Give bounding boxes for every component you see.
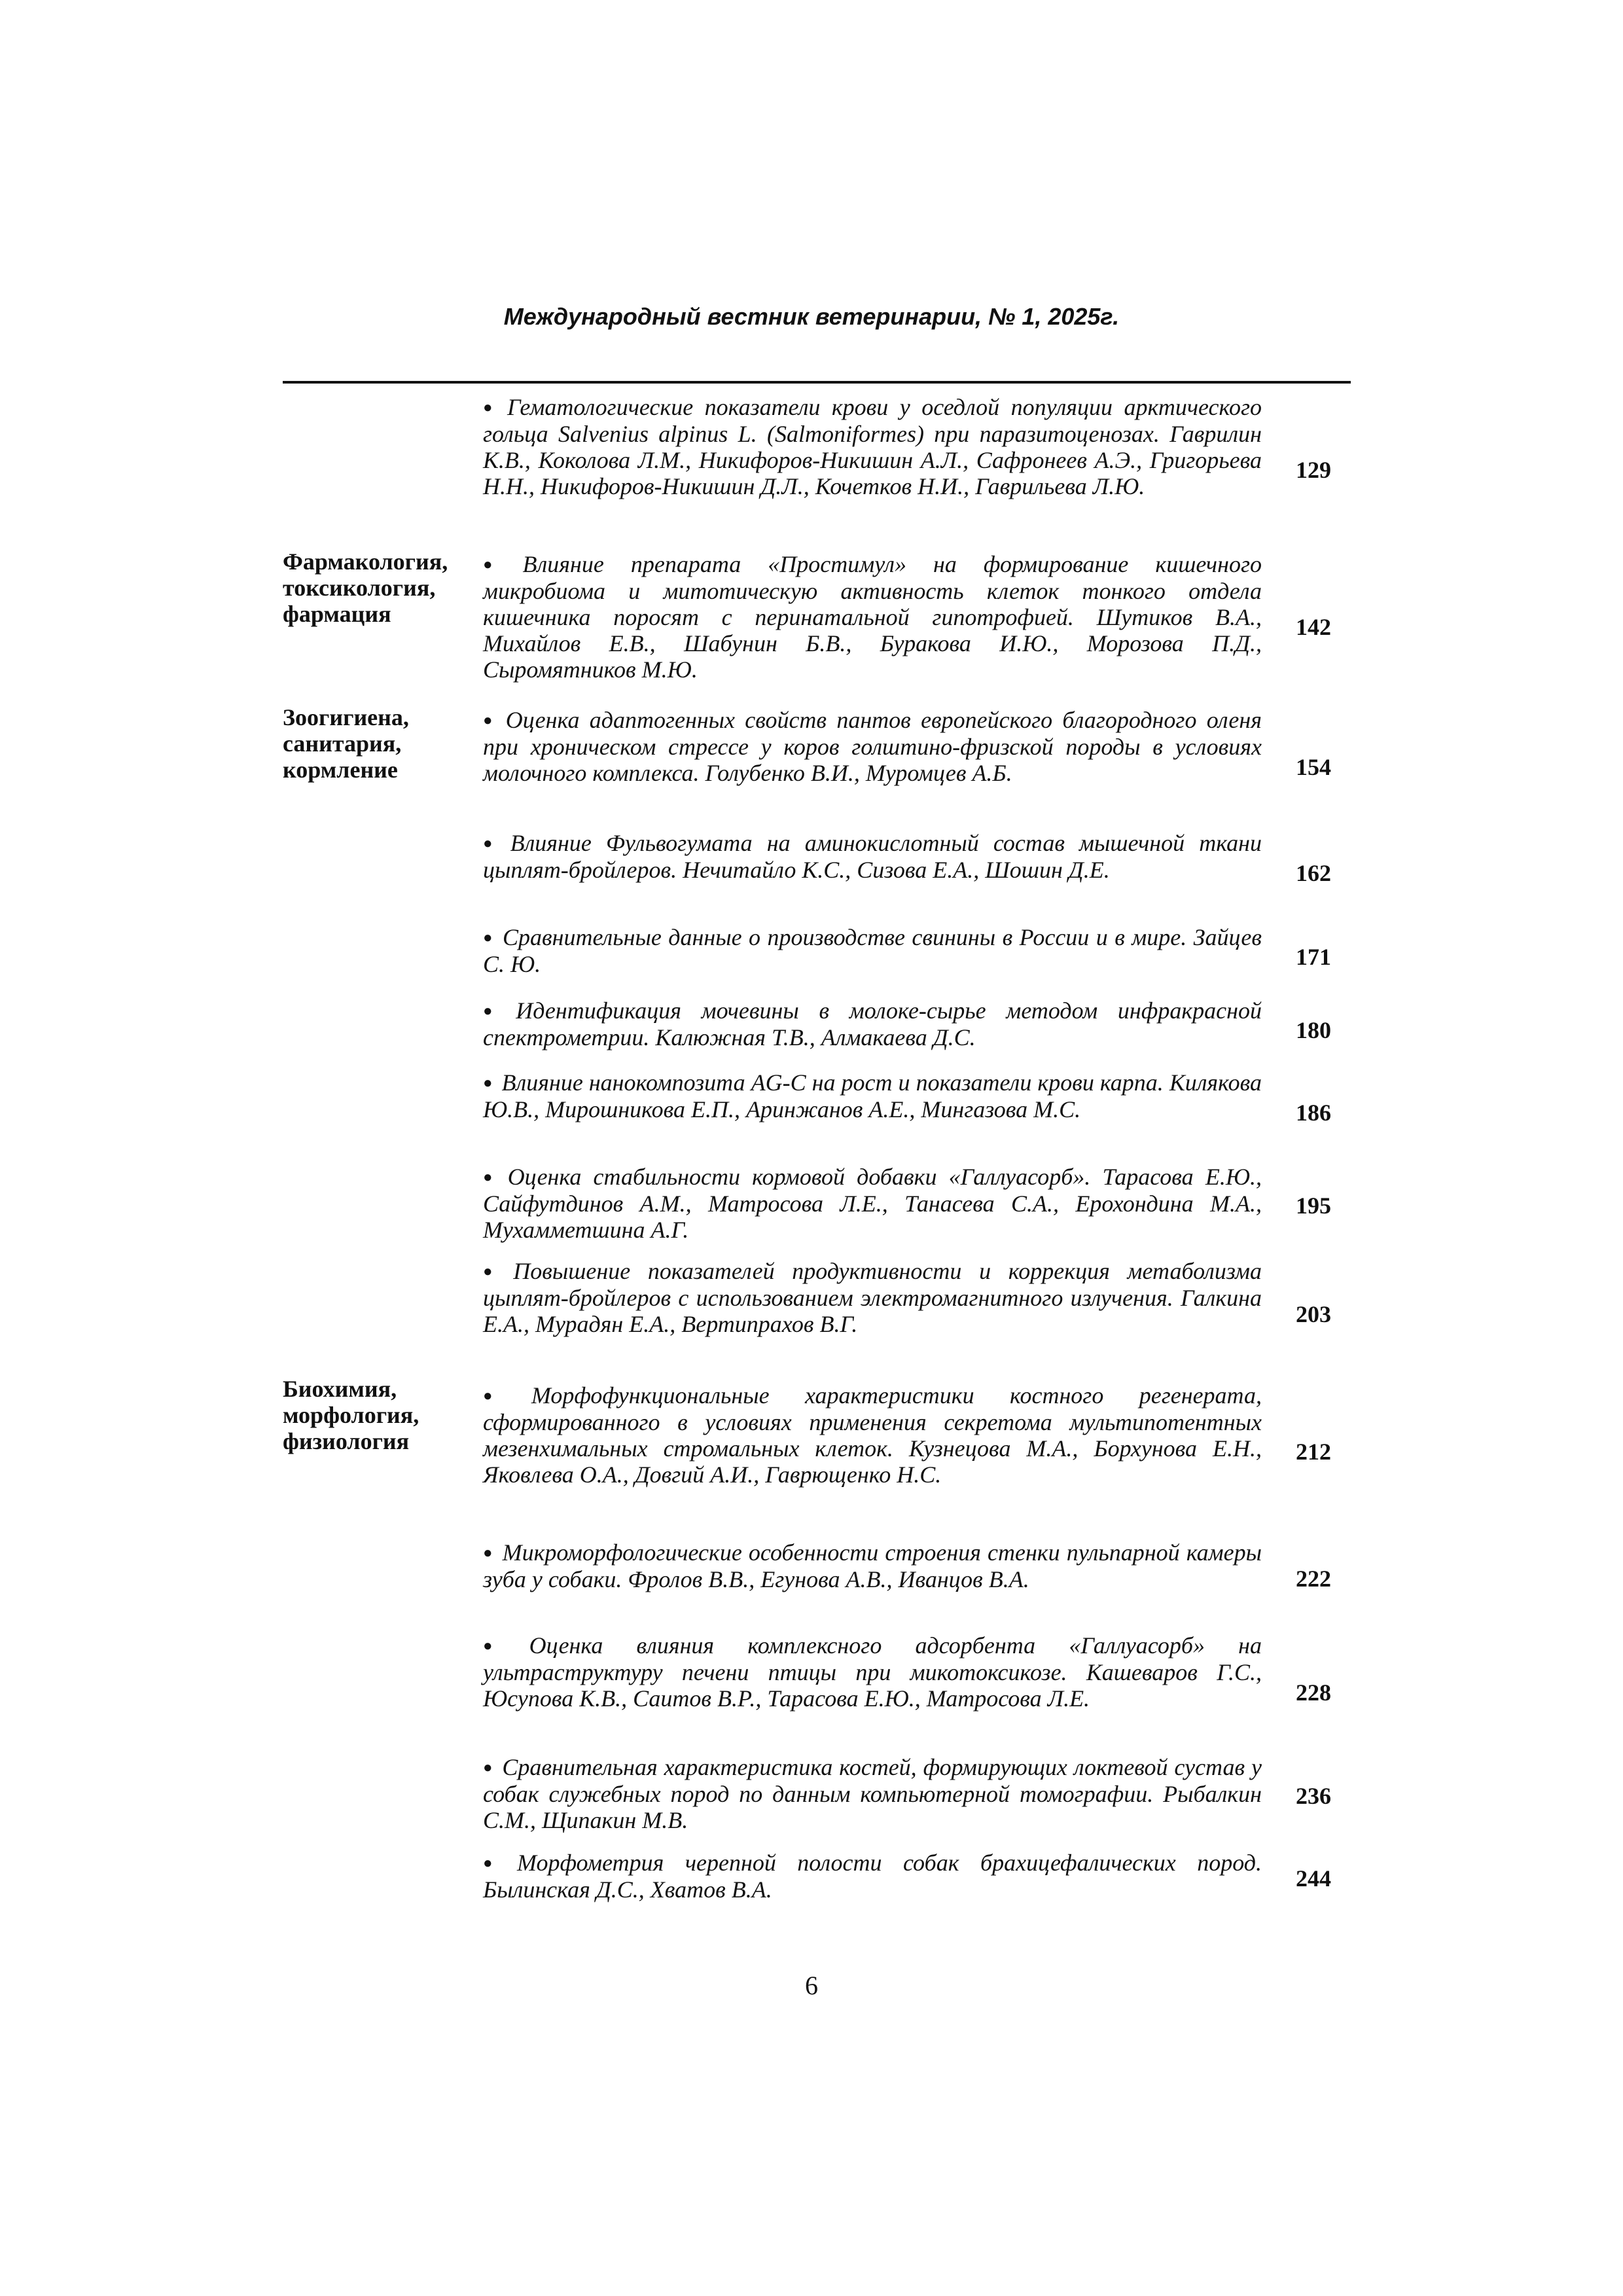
toc-entry: [483, 1382, 1262, 1488]
toc-entry: [483, 1164, 1262, 1243]
bullet-icon: ●: [483, 399, 498, 416]
toc-entry: [483, 1754, 1262, 1833]
toc-entry: [483, 830, 1262, 883]
bullet-icon: ●: [483, 1759, 493, 1776]
bullet-icon: ●: [483, 712, 497, 729]
section-label-pharmacology: Фармакология, токсикология, фармация: [283, 548, 448, 627]
toc-entry: [483, 394, 1262, 499]
bullet-icon: ●: [483, 835, 501, 852]
toc-entry-text: [483, 997, 1262, 1050]
toc-entry-title: Сравнительные данные о производстве свинины в России и в мире. Зайцев С. Ю.: [483, 924, 1262, 977]
toc-entry-page: 222: [1296, 1566, 1331, 1592]
toc-entry: [483, 707, 1262, 786]
toc-entry-title: Влияние Фульвогумата на аминокислотный состав мышечной ткани цыплят-бройлеров. Нечитайло К.С., Сизова Е.А., Шошин Д.Е.: [483, 830, 1262, 883]
toc-entry-text: [483, 394, 1262, 499]
toc-entry: [483, 551, 1262, 683]
toc-entry-text: [483, 830, 1262, 883]
toc-entry-page: 142: [1296, 614, 1331, 640]
toc-entry-text: [483, 924, 1262, 977]
toc-entry-page: 236: [1296, 1783, 1331, 1809]
toc-entry-page: 162: [1296, 860, 1331, 886]
toc-entry: [483, 997, 1262, 1050]
toc-entry: [483, 924, 1262, 977]
toc-entry-text: [483, 1539, 1262, 1592]
section-label-biochemistry: Биохимия, морфология, физиология: [283, 1376, 419, 1454]
toc-entry-text: [483, 1258, 1262, 1337]
toc-entry-title: Микроморфологические особенности строения стенки пульпарной камеры зуба у собаки. Фролов В.В., Егунова А.В., Иванцов В.А.: [483, 1539, 1262, 1592]
toc-entry-text: [483, 1754, 1262, 1833]
toc-entry-text: [483, 707, 1262, 786]
toc-entry-page: 212: [1296, 1439, 1331, 1465]
bullet-icon: ●: [483, 1545, 493, 1562]
toc-entry-page: 129: [1296, 457, 1331, 483]
toc-entry-page: 180: [1296, 1017, 1331, 1043]
toc-entry-page: 203: [1296, 1301, 1331, 1327]
toc-entry-title: Оценка адаптогенных свойств пантов европейского благородного оленя при хроническом стрессе у коров голштино-фризской породы в условиях молочного комплекса. Голубенко В.И., Муромцев А.Б.: [483, 707, 1262, 786]
bullet-icon: ●: [483, 1388, 522, 1405]
bullet-icon: ●: [483, 929, 493, 946]
toc-entry-title: Идентификация мочевины в молоке-сырье методом инфракрасной спектрометрии. Калюжная Т.В., Алмакаева Д.С.: [483, 997, 1262, 1050]
header-rule: [283, 381, 1351, 384]
bullet-icon: ●: [483, 1003, 507, 1020]
toc-entry-title: Морфофункциональные характеристики костного регенерата, сформированного в условиях применения секретома мультипотентных мезенхимальных стромальных клеток. Кузнецова М.А., Борхунова Е.Н., Яковлева О.А., Довгий А.И., Гаврющенко Н.С.: [483, 1382, 1262, 1488]
journal-header: Международный вестник ветеринарии, № 1, 2025г.: [503, 303, 1120, 330]
toc-entry-title: Влияние препарата «Простимул» на формирование кишечного микробиома и митотическую активность клеток тонкого отдела кишечника поросят с перинатальной гипотрофией. Шутиков В.А., Михайлов Е.В., Шабунин Б.В., Буракова И.Ю., Морозова П.Д., Сыромятников М.Ю.: [483, 551, 1262, 683]
toc-entry-page: 195: [1296, 1193, 1331, 1219]
toc-entry-text: [483, 1850, 1262, 1903]
toc-entry-page: 186: [1296, 1100, 1331, 1126]
toc-entry-text: [483, 1069, 1262, 1122]
toc-entry-text: [483, 1382, 1262, 1488]
section-label-zoohygiene: Зоогигиена, санитария, кормление: [283, 704, 409, 783]
toc-entry-title: Гематологические показатели крови у оседлой популяции арктического гольца Salvenius alpinus L. (Salmoniformes) при паразитоценозах. Гаврилин К.В., Коколова Л.М., Никифоров-Никишин А.Л., Сафронеев А.Э., Григорьева Н.Н., Никифоров-Никишин Д.Л., Кочетков Н.И., Гаврильева Л.Ю.: [483, 394, 1262, 499]
toc-entry-text: [483, 1632, 1262, 1712]
toc-entry-title: Влияние нанокомпозита AG-C на рост и показатели крови карпа. Килякова Ю.В., Мирошникова Е.П., Аринжанов А.Е., Мингазова М.С.: [483, 1069, 1262, 1122]
toc-entry: [483, 1258, 1262, 1337]
bullet-icon: ●: [483, 1169, 499, 1186]
toc-entry-title: Оценка влияния комплексного адсорбента «Галлуасорб» на ультраструктуру печени птицы при микотоксикозе. Кашеваров Г.С., Юсупова К.В., Саитов В.Р., Тарасова Е.Ю., Матросова Л.Е.: [483, 1632, 1262, 1712]
toc-entry-page: 154: [1296, 754, 1331, 780]
toc-entry-text: [483, 551, 1262, 683]
toc-entry: [483, 1850, 1262, 1903]
toc-entry: [483, 1539, 1262, 1592]
bullet-icon: ●: [483, 1638, 520, 1655]
toc-entry: [483, 1632, 1262, 1712]
toc-entry-title: Оценка стабильности кормовой добавки «Галлуасорб». Тарасова Е.Ю., Сайфутдинов А.М., Матросова Л.Е., Танасева С.А., Ерохондина М.А., Мухамметшина А.Г.: [483, 1164, 1262, 1243]
toc-entry-page: 171: [1296, 944, 1331, 970]
toc-entry-page: 244: [1296, 1865, 1331, 1892]
bullet-icon: ●: [483, 1855, 508, 1872]
bullet-icon: ●: [483, 1075, 493, 1092]
toc-entry-text: [483, 1164, 1262, 1243]
toc-entry-title: Морфометрия черепной полости собак брахицефалических пород. Былинская Д.С., Хватов В.А.: [483, 1850, 1262, 1903]
toc-entry-title: Сравнительная характеристика костей, формирующих локтевой сустав у собак служебных пород по данным компьютерной томографии. Рыбалкин С.М., Щипакин М.В.: [483, 1754, 1262, 1833]
page-number: 6: [805, 1971, 818, 2000]
toc-entry: [483, 1069, 1262, 1122]
toc-entry-page: 228: [1296, 1679, 1331, 1706]
bullet-icon: ●: [483, 556, 514, 573]
bullet-icon: ●: [483, 1263, 505, 1280]
toc-entry-title: Повышение показателей продуктивности и коррекция метаболизма цыплят-бройлеров с использованием электромагнитного излучения. Галкина Е.А., Мурадян Е.А., Вертипрахов В.Г.: [483, 1258, 1262, 1337]
